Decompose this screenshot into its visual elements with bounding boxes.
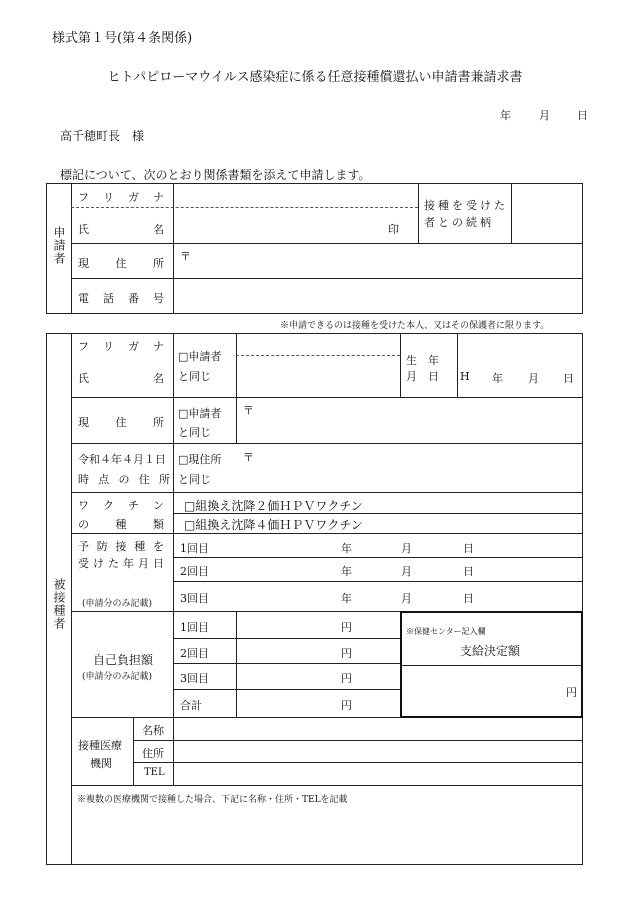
cost-1-unit: 円 — [341, 621, 352, 634]
birth-era: H — [460, 370, 470, 383]
cost-label: 自己負担額 — [93, 653, 154, 667]
date-label-1: 予 防 接 種 を — [78, 540, 164, 553]
same-as-applicant-checkbox[interactable]: □申請者 — [178, 350, 222, 363]
vaccinee-address-field[interactable] — [255, 400, 580, 440]
multi-clinic-field[interactable] — [74, 806, 580, 862]
clinic-name-label: 名称 — [142, 724, 164, 737]
payment-label: 支給決定額 — [460, 644, 521, 658]
clinic-address-field[interactable] — [176, 743, 580, 760]
postal-mark: 〒 — [180, 250, 191, 263]
dose-3-month: 月 — [401, 592, 412, 605]
cost-total-unit: 円 — [341, 699, 352, 712]
applicant-furigana-field[interactable] — [177, 189, 415, 205]
vaccinee-furigana-field[interactable] — [239, 336, 397, 353]
clinic-tel-field[interactable] — [176, 765, 580, 783]
vaccinee-address-label: 現 住 所 — [78, 416, 164, 429]
cost-3-label: 3回目 — [180, 672, 209, 685]
clinic-label-1: 接種医療 — [78, 739, 122, 752]
vaccine-option-quadrivalent[interactable]: □組換え沈降４価ＨＰＶワクチン — [184, 518, 363, 532]
applicant-name-label: 氏 名 — [78, 223, 164, 236]
same-as-applicant-text: と同じ — [178, 370, 211, 383]
relationship-label-1: 接種を受けた — [424, 199, 508, 212]
vaccinee-postal-mark: 〒 — [243, 404, 254, 417]
applicant-phone-label: 電 話 番 号 — [78, 292, 164, 305]
address-same-text: と同じ — [178, 426, 211, 439]
birth-month-label: 月 — [528, 372, 539, 385]
vaccinee-section-label: 被接種者 — [52, 578, 66, 630]
cost-1-label: 1回目 — [180, 621, 209, 634]
cost-total-label: 合計 — [180, 699, 202, 712]
intro-text: 標記について、次のとおり関係書類を添えて申請します。 — [60, 168, 371, 182]
form-number: 様式第１号(第４条関係) — [52, 31, 193, 46]
clinic-label-2: 機関 — [90, 757, 112, 770]
applicant-section-label: 申請者 — [52, 226, 66, 265]
birth-label-2: 月 日 — [406, 370, 439, 383]
date-year-label: 年 — [500, 109, 511, 122]
date-label-2: 受 け た 年 月 日 — [78, 557, 164, 570]
dose-2-label: 2回目 — [180, 565, 209, 578]
clinic-name-field[interactable] — [176, 720, 580, 738]
relationship-field[interactable] — [514, 186, 580, 240]
dose-3-day: 日 — [463, 592, 474, 605]
vaccinee-furigana-label: フ リ ガ ナ — [78, 340, 164, 353]
birth-year-label: 年 — [492, 372, 503, 385]
vaccinee-name-field[interactable] — [239, 358, 397, 394]
dose-2-day: 日 — [463, 565, 474, 578]
multi-clinic-note: ※複数の医療機関で接種した場合、下記に名称・住所・TELを記載 — [77, 795, 348, 805]
r4-address-field[interactable] — [255, 446, 580, 489]
cost-3-unit: 円 — [341, 672, 352, 685]
r4-postal-mark: 〒 — [243, 451, 254, 464]
dose-3-year: 年 — [341, 592, 352, 605]
vaccine-label-2: の 種 類 — [78, 518, 164, 531]
clinic-tel-label: TEL — [144, 767, 165, 778]
clinic-address-label: 住所 — [142, 747, 164, 760]
r4-same-text: と同じ — [178, 473, 211, 486]
address-same-checkbox[interactable]: □申請者 — [178, 407, 222, 420]
dose-1-year: 年 — [341, 542, 352, 555]
dose-1-label: 1回目 — [180, 542, 209, 555]
dose-1-day: 日 — [463, 542, 474, 555]
date-label-note: (申請分のみ記載) — [82, 599, 153, 609]
cost-note: (申請分のみ記載) — [82, 672, 153, 682]
r4-address-label-1: 令和４年４月１日 — [78, 453, 166, 466]
dose-2-year: 年 — [341, 565, 352, 578]
r4-address-label-2: 時 点 の 住 所 — [78, 473, 170, 486]
seal-mark: 印 — [388, 223, 399, 236]
date-month-label: 月 — [539, 109, 550, 122]
vaccine-label-1: ワ ク チ ン — [78, 499, 164, 512]
applicant-address-label: 現 住 所 — [78, 257, 164, 270]
birth-label-1: 生 年 — [406, 354, 439, 367]
health-center-label: ※保健センター記入欄 — [406, 627, 486, 636]
applicant-phone-field[interactable] — [177, 281, 580, 311]
dose-2-month: 月 — [401, 565, 412, 578]
applicant-note: ※申請できるのは接種を受けた本人、又はその保護者に限ります。 — [280, 321, 550, 331]
vaccine-option-bivalent[interactable]: □組換え沈降２価ＨＰＶワクチン — [184, 499, 363, 513]
date-day-label: 日 — [577, 109, 588, 122]
addressee: 高千穂町長 様 — [60, 129, 145, 143]
applicant-furigana-label: フ リ ガ ナ — [78, 191, 164, 204]
applicant-address-field[interactable] — [192, 246, 580, 276]
applicant-name-field[interactable] — [177, 210, 415, 240]
dose-1-month: 月 — [401, 542, 412, 555]
payment-unit: 円 — [566, 686, 577, 699]
dose-3-label: 3回目 — [180, 592, 209, 605]
cost-2-label: 2回目 — [180, 647, 209, 660]
birth-day-label: 日 — [563, 372, 574, 385]
r4-same-checkbox[interactable]: □現住所 — [178, 453, 222, 466]
vaccinee-name-label: 氏 名 — [78, 372, 164, 385]
relationship-label-2: 者との続柄 — [424, 216, 494, 229]
page-title: ヒトパピローマウイルス感染症に係る任意接種償還払い申請書兼請求書 — [107, 70, 523, 85]
cost-2-unit: 円 — [341, 647, 352, 660]
